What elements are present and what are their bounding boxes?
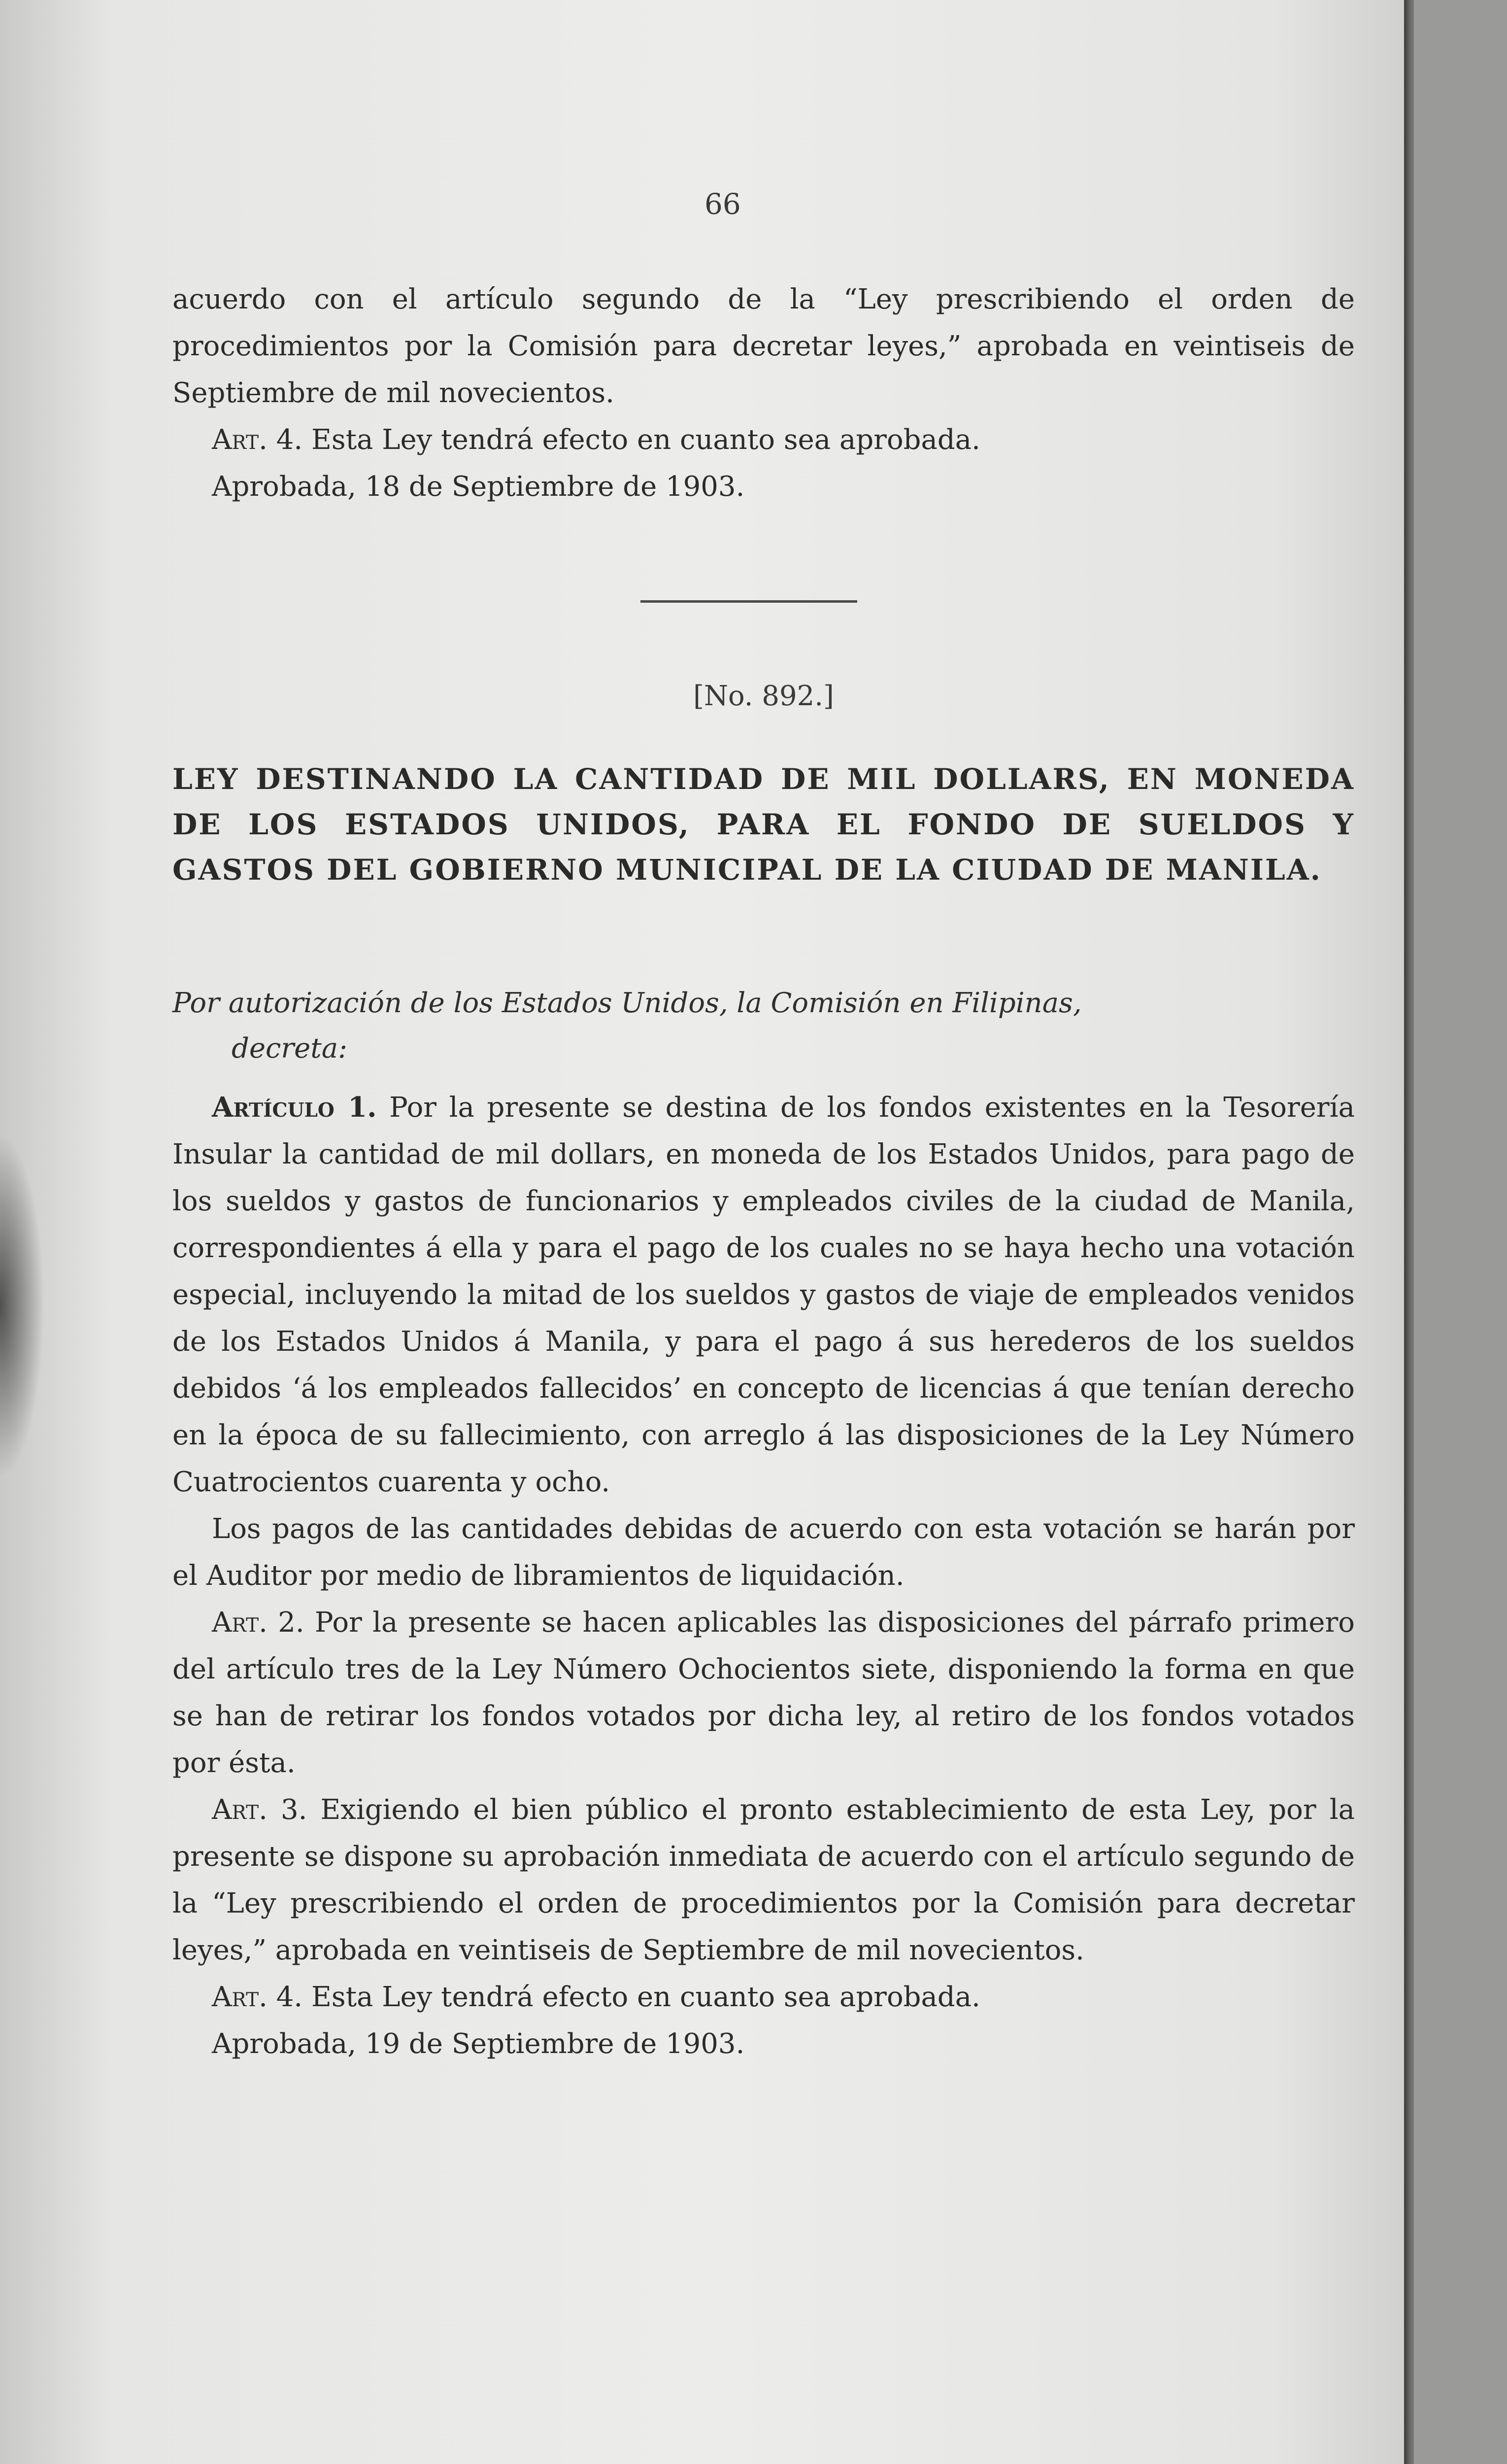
article-1 (172, 1084, 1355, 1506)
enacting-clause-text: Por autorización de los Estados Unidos, la Comisión en Filipinas, (172, 987, 1082, 1019)
approval-date: Aprobada, 19 de Septiembre de 1903. (212, 2028, 745, 2060)
previous-art-4-label: Art. 4. (212, 424, 303, 456)
continued-paragraph: acuerdo con el artículo segundo de la “Ley prescribiendo el orden de procedimientos por la Comisión para decretar leyes,” aprobada en veintiseis de Septiembre de mil novecientos. (172, 283, 1355, 409)
enacting-clause (172, 981, 1355, 1071)
law-body (172, 1084, 1355, 2067)
article-2-text: Por la presente se hacen aplicables las disposiciones del párrafo primero del artículo tres de la Ley Número Ochocientos siete, disponiendo la forma en que se han de retirar los fondos votados por dicha ley, al retiro de los fondos votados por ésta. (172, 1607, 1355, 1779)
page-number: 66 (704, 187, 741, 221)
article-4-text: Esta Ley tendrá efecto en cuanto sea aprobada. (311, 1981, 980, 2013)
payments-paragraph: Los pagos de las cantidades debidas de acuerdo con esta votación se harán por el Auditor por medio de libramientos de liquidación. (172, 1513, 1355, 1592)
previous-art-4 (172, 416, 1355, 463)
article-1-label: Artículo 1. (212, 1091, 377, 1124)
article-2 (172, 1599, 1355, 1786)
article-1-text: Por la presente se destina de los fondos existentes en la Tesorería Insular la cantidad de mil dollars, en moneda de los Estados Unidos, para pago de los sueldos y gastos de funcionarios y empleados civiles de la ciudad de Manila, correspondientes á ella y para el pago de los cuales no se haya hecho una votación especial, incluyendo la mitad de los sueldos y gastos de viaje de empleados venidos de los Estados Unidos á Manila, y para el pago á sus herederos de los sueldos debidos ‘á los empleados fallecidos’ en concepto de licencias á que tenían derecho en la época de su fallecimiento, con arreglo á las disposiciones de la Ley Número Cuatrocientos cuarenta y ocho. (172, 1092, 1355, 1498)
article-2-label: Art. 2. (212, 1607, 304, 1639)
article-4-label: Art. 4. (212, 1981, 303, 2013)
law-number: [No. 892.] (693, 680, 834, 712)
page-edge (1404, 0, 1414, 2464)
article-3-label: Art. 3. (212, 1794, 307, 1826)
previous-law-section (172, 276, 1355, 510)
previous-art-4-text: Esta Ley tendrá efecto en cuanto sea aprobada. (311, 424, 980, 456)
section-divider (640, 600, 857, 603)
previous-approval-date: Aprobada, 18 de Septiembre de 1903. (212, 471, 745, 503)
article-4 (172, 1974, 1355, 2020)
law-title: LEY DESTINANDO LA CANTIDAD DE MIL DOLLARS, EN MONEDA DE LOS ESTADOS UNIDOS, PARA EL FONDO DE SUELDOS Y GASTOS DEL GOBIERNO MUNICIPAL DE LA CIUDAD DE MANILA. (172, 762, 1355, 887)
article-3-text: Exigiendo el bien público el pronto establecimiento de esta Ley, por la presente se dispone su aprobación inmediata de acuerdo con el artículo segundo de la “Ley prescribiendo el orden de procedimientos por la Comisión para decretar leyes,” aprobada en veintiseis de Septiembre de mil novecientos. (172, 1794, 1355, 1966)
page-shadow (0, 1133, 44, 1478)
enacting-decree: decreta: (232, 1032, 348, 1064)
article-3 (172, 1786, 1355, 1974)
